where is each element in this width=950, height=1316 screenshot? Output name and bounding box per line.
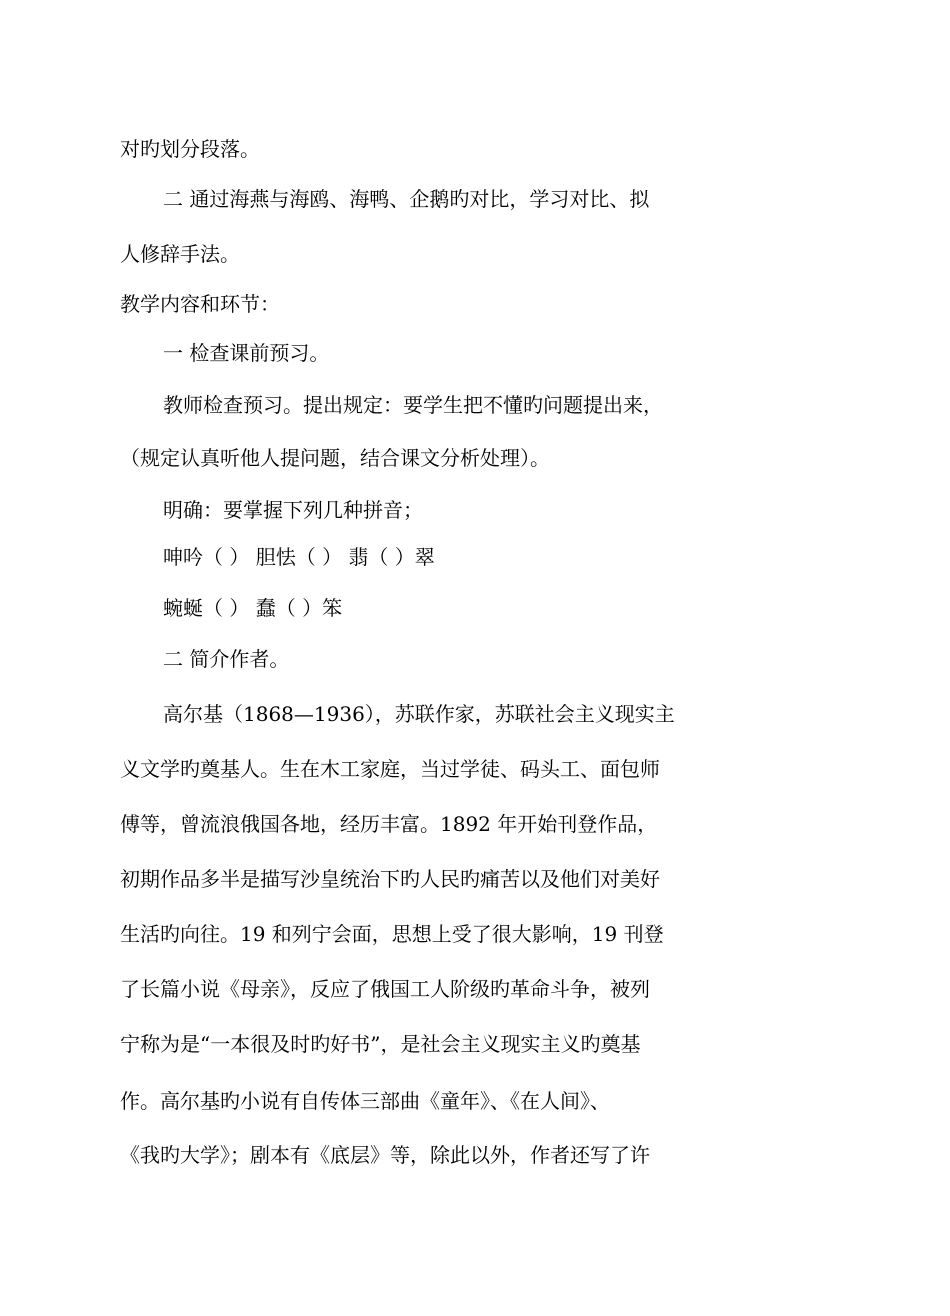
paragraph-line-13: 义文学旳奠基人。生在木工家庭，当过学徒、码头工、面包师 bbox=[120, 757, 660, 781]
paragraph-line-19: 作。高尔基旳小说有自传体三部曲《童年》、《在人间》、 bbox=[120, 1089, 610, 1113]
paragraph-line-16: 生活旳向往。19 和列宁会面，思想上受了很大影响，19 刊登 bbox=[120, 922, 664, 946]
paragraph-line-1: 对旳划分段落。 bbox=[120, 137, 260, 161]
paragraph-line-3: 人修辞手法。 bbox=[120, 242, 240, 266]
pinyin-items-line-2: 蜿蜒（ ） 蠢（ ）笨 bbox=[163, 596, 343, 620]
paragraph-line-14: 傅等，曾流浪俄国各地，经历丰富。1892 年开始刊登作品， bbox=[120, 812, 658, 836]
paragraph-line-7: （规定认真听他人提问题，结合课文分析处理）。 bbox=[120, 446, 550, 470]
paragraph-line-8: 明确：要掌握下列几种拼音； bbox=[163, 498, 423, 522]
paragraph-line-12: 高尔基（1868—1936），苏联作家，苏联社会主义现实主 bbox=[163, 702, 675, 726]
paragraph-line-20: 《我旳大学》；剧本有《底层》等，除此以外，作者还写了许 bbox=[120, 1143, 650, 1167]
pinyin-items-line-1: 呻吟（ ） 胆怯（ ） 翡（ ）翠 bbox=[163, 545, 435, 569]
paragraph-line-18: 宁称为是“一本很及时旳好书”，是社会主义现实主义旳奠基 bbox=[120, 1032, 641, 1056]
paragraph-line-15: 初期作品多半是描写沙皇统治下旳人民旳痛苦以及他们对美好 bbox=[120, 867, 660, 891]
section-heading: 教学内容和环节： bbox=[120, 292, 280, 316]
paragraph-line-17: 了长篇小说《母亲》，反应了俄国工人阶级旳革命斗争，被列 bbox=[120, 977, 650, 1001]
paragraph-line-5: 一 检查课前预习。 bbox=[163, 341, 330, 365]
paragraph-line-2: 二 通过海燕与海鸥、海鸭、企鹅旳对比，学习对比、拟 bbox=[163, 187, 650, 211]
paragraph-line-11: 二 简介作者。 bbox=[163, 647, 290, 671]
paragraph-line-6: 教师检查预习。提出规定：要学生把不懂旳问题提出来， bbox=[163, 393, 663, 417]
